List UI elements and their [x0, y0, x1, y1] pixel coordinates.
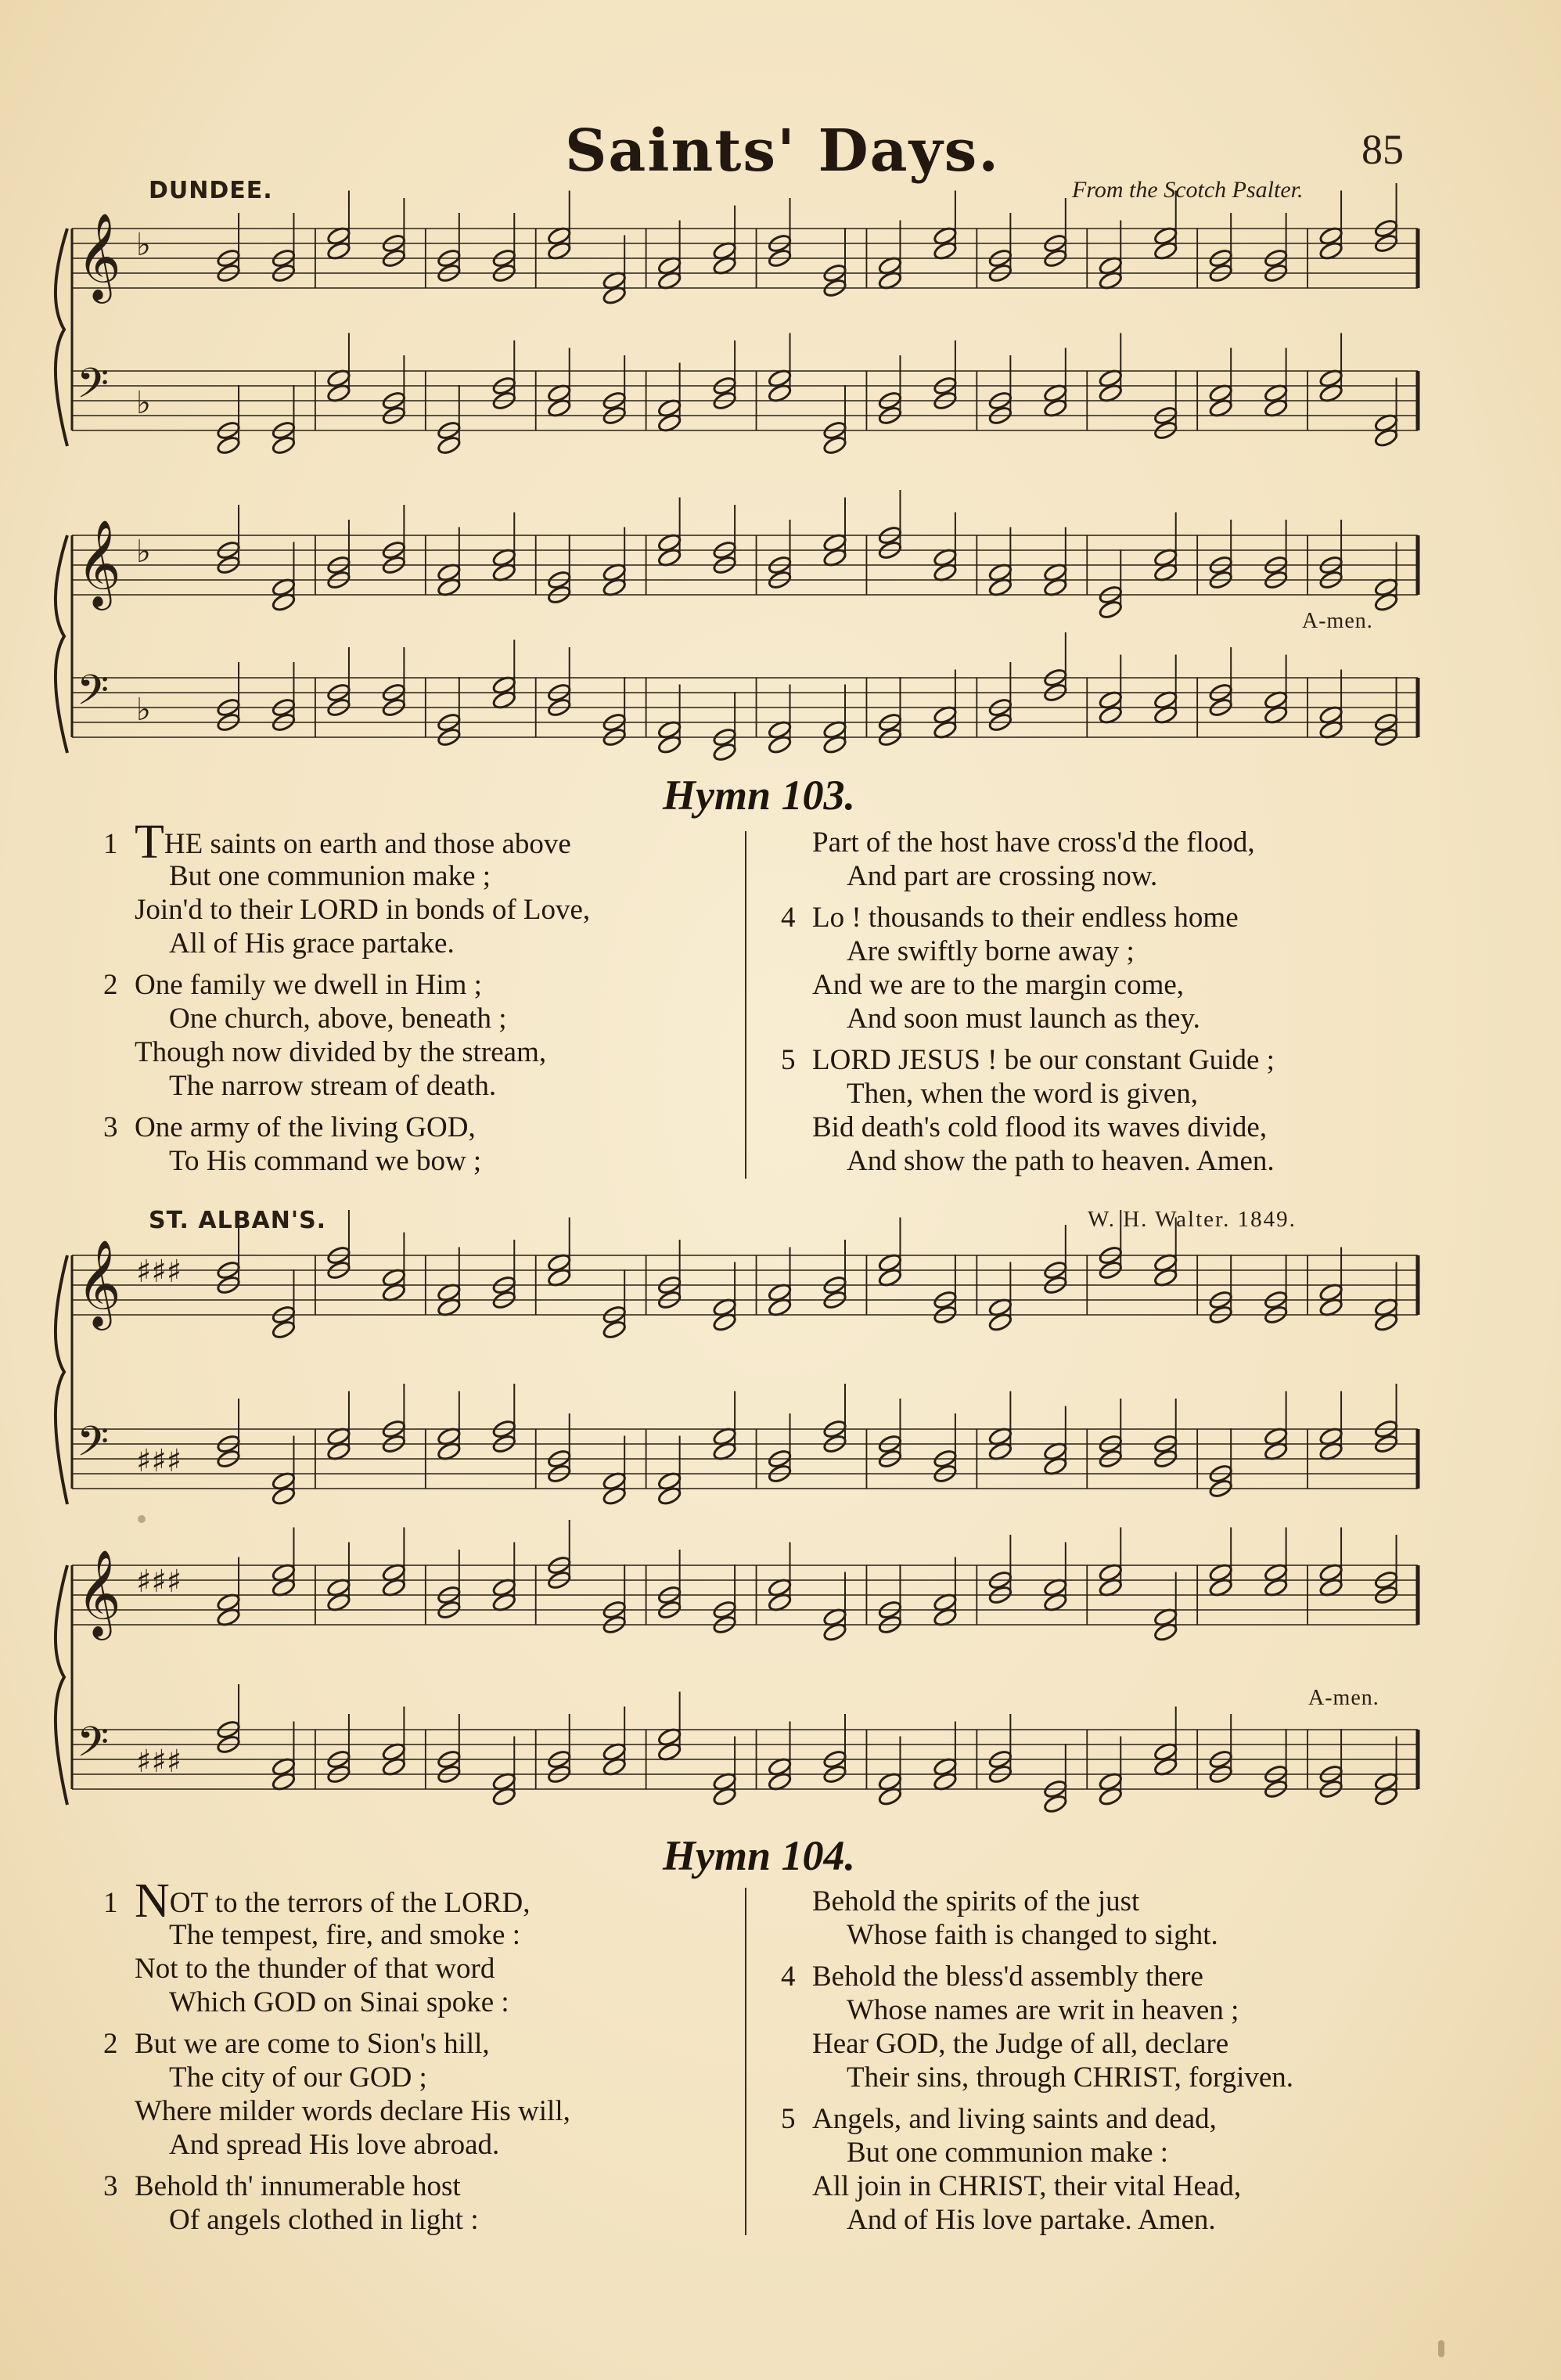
verse: 2 But we are come to Sion's hill, The city of our GOD ; Where milder words declare His will, And spread His love abroad. [103, 2028, 570, 2161]
hymn-103-title: Hymn 103. [662, 772, 855, 819]
note-head [216, 435, 241, 455]
page-title: Saints' Days. [564, 117, 1001, 185]
note-head [1098, 600, 1123, 620]
key-signature: ♯♯♯ [136, 1254, 182, 1290]
verse: 2 One family we dwell in Him ; One church, above, beneath ; Though now divided by the stream, The narrow stream of death. [103, 969, 547, 1102]
note-head [437, 435, 462, 455]
verse: Part of the host have cross'd the flood, And part are crossing now. [812, 826, 1255, 892]
verse: 3 Behold th' innumerable host Of angels clothed in light : [103, 2170, 479, 2236]
treble-clef: 𝄞 [77, 1239, 121, 1327]
verse: 4 Behold the bless'd assembly there Whose names are writ in heaven ; Hear GOD, the Judge of all, declare Their sins, through CHRIST, forgiven. [781, 1961, 1294, 2094]
key-signature: ♭ [136, 692, 151, 728]
system-brace [56, 1255, 67, 1504]
page-number: 85 [1361, 126, 1404, 173]
amen-label-dundee: A-men. [1302, 609, 1373, 633]
verse: 3 One army of the living GOD, To His command we bow ; [103, 1111, 482, 1177]
note-head [271, 435, 296, 455]
verse: 5 Angels, and living saints and dead, But one communion make : All join in CHRIST, their vital Head, And of His love partake. Amen. [781, 2103, 1242, 2236]
key-signature: ♯♯♯ [136, 1744, 182, 1780]
system-brace [56, 1565, 67, 1805]
bass-clef: 𝄢 [77, 360, 110, 418]
key-signature: ♭ [136, 227, 151, 263]
treble-clef: 𝄞 [77, 519, 121, 607]
key-signature: ♭ [136, 534, 151, 570]
note-head [602, 1320, 627, 1340]
bass-clef: 𝄢 [77, 1719, 110, 1777]
note-head [271, 1320, 296, 1340]
note-head [712, 742, 737, 762]
verse: 1 NOT to the terrors of the LORD, The tempest, fire, and smoke : Not to the thunder of that word Which GOD on Sinai spoke : [103, 1874, 531, 2018]
key-signature: ♯♯♯ [136, 1564, 182, 1600]
key-signature: ♭ [136, 385, 151, 421]
bass-clef: 𝄢 [77, 667, 110, 725]
tune-attribution-st-albans: W. H. Walter. 1849. [1088, 1207, 1297, 1232]
bass-clef: 𝄢 [77, 1418, 110, 1476]
verse: 5 LORD JESUS ! be our constant Guide ; Then, when the word is given, Bid death's cold flood its waves divide, And show the path to heaven. Amen. [781, 1044, 1275, 1177]
system-brace [56, 535, 67, 753]
note-head [822, 435, 847, 455]
paper-speck [138, 1515, 146, 1523]
hymn-104-title: Hymn 104. [662, 1832, 855, 1879]
amen-label-st-albans: A-men. [1308, 1686, 1379, 1710]
key-signature: ♯♯♯ [136, 1443, 182, 1479]
system-brace [56, 229, 67, 446]
verse: 1 THE saints on earth and those above But one communion make ; Join'd to their LORD in bonds of Love, All of His grace partake. [103, 816, 591, 960]
paper-speck [1438, 2340, 1444, 2357]
treble-clef: 𝄞 [77, 1549, 121, 1636]
verse: Behold the spirits of the just Whose faith is changed to sight. [812, 1885, 1218, 1951]
tune-attribution-dundee: From the Scotch Psalter. [1072, 177, 1304, 203]
tune-name-dundee: DUNDEE. [149, 177, 273, 204]
verse: 4 Lo ! thousands to their endless home Are swiftly borne away ; And we are to the margin come, And soon must launch as they. [781, 902, 1239, 1035]
note-head [1043, 1794, 1068, 1814]
treble-clef: 𝄞 [77, 212, 121, 300]
tune-name-st-albans: ST. ALBAN'S. [149, 1207, 327, 1234]
